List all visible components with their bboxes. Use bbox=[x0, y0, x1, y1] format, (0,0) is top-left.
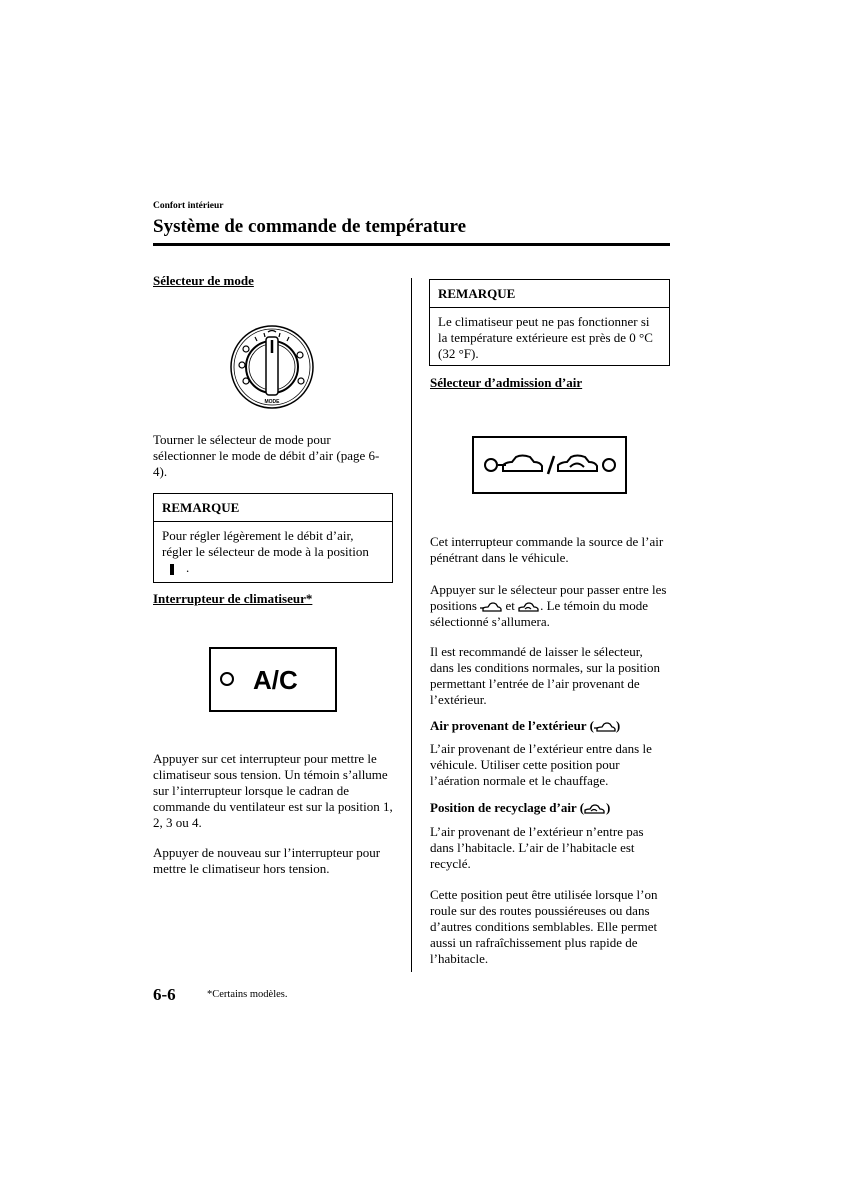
air-intake-switch[interactable] bbox=[472, 436, 627, 494]
ac-button[interactable] bbox=[209, 647, 337, 712]
recirculation-heading-close: ) bbox=[606, 800, 611, 815]
intake-toggle-description bbox=[430, 582, 668, 630]
title-rule bbox=[153, 243, 670, 246]
column-divider bbox=[411, 278, 412, 972]
footnote: *Certains modèles. bbox=[207, 989, 288, 1000]
page-title: Système de commande de température bbox=[153, 216, 467, 237]
section-label: Confort intérieur bbox=[153, 201, 224, 211]
mode-dial-icon bbox=[228, 323, 316, 411]
note-text-before: Pour régler légèrement le débit d’air, régler le sélecteur de mode à la position bbox=[162, 528, 369, 559]
intake-recommendation: Il est recommandé de laisser le sélecteur, dans les conditions normales, sur la position permettant l’entrée de l’air provenant de l’extérieur. bbox=[430, 644, 661, 707]
recirculation-icon bbox=[518, 601, 540, 613]
recirculation-description: L’air provenant de l’extérieur n’entre pas dans l’habitacle. L’air de l’habitacle est recyclé. bbox=[430, 824, 644, 871]
recirculation-icon bbox=[558, 456, 597, 472]
intake-toggle-text-c: . Le témoin du mode sélectionné s’allumera. bbox=[430, 598, 649, 629]
note-body bbox=[154, 522, 392, 582]
page-number: 6-6 bbox=[153, 985, 176, 1004]
vent-position-bar-icon bbox=[170, 564, 174, 575]
outside-air-heading-text: Air provenant de l’extérieur ( bbox=[430, 718, 594, 733]
note-body: Le climatiseur peut ne pas fonctionner si la température extérieure est près de 0 °C (32 °F). bbox=[438, 314, 653, 361]
fresh-air-icon bbox=[498, 456, 542, 472]
note-box-mode bbox=[153, 493, 393, 583]
fresh-air-icon bbox=[594, 721, 616, 733]
outside-air-heading bbox=[430, 718, 620, 734]
recirculation-heading-text: Position de recyclage d’air ( bbox=[430, 800, 585, 815]
recirculation-usage: Cette position peut être utilisée lorsque l’on roule sur des routes poussiéreuses ou dans d’autres conditions semblables. Elle permet aussi un rafraîchissement plus rapide de l’habitacle. bbox=[430, 887, 658, 966]
ac-off-description: Appuyer de nouveau sur l’interrupteur pour mettre le climatiseur hors tension. bbox=[153, 845, 381, 876]
ac-switch-heading: Interrupteur de climatiseur* bbox=[153, 591, 313, 606]
note-box-ac bbox=[429, 279, 670, 366]
intake-toggle-text-b: et bbox=[505, 598, 515, 613]
fresh-indicator-icon bbox=[485, 459, 497, 471]
note-heading: REMARQUE bbox=[154, 494, 392, 522]
recirculation-icon bbox=[584, 803, 606, 815]
ac-indicator-icon bbox=[220, 672, 234, 686]
recirc-indicator-icon bbox=[603, 459, 615, 471]
recirculation-heading bbox=[430, 800, 610, 816]
note-text-after: . bbox=[186, 560, 190, 575]
note-heading: REMARQUE bbox=[430, 280, 669, 308]
ac-button-label: A/C bbox=[253, 665, 298, 695]
ac-description: Appuyer sur cet interrupteur pour mettre le climatiseur sous tension. Un témoin s’allume sur l’interrupteur lorsque le cadran de commande du ventilateur est sur la position 1, 2, 3 ou 4. bbox=[153, 751, 393, 830]
air-intake-heading: Sélecteur d’admission d’air bbox=[430, 375, 583, 390]
intake-toggle-text-a: Appuyer sur le sélecteur pour passer entre les positions bbox=[430, 582, 667, 613]
mode-description: Tourner le sélecteur de mode pour sélectionner le mode de débit d’air (page 6-4). bbox=[153, 432, 380, 479]
outside-air-heading-close: ) bbox=[615, 718, 621, 733]
mode-dial-label: MODE bbox=[264, 399, 280, 405]
mode-selector-heading: Sélecteur de mode bbox=[153, 273, 254, 288]
outside-air-description: L’air provenant de l’extérieur entre dans le véhicule. Utiliser cette position pour l’aération normale et le chauffage. bbox=[430, 741, 652, 788]
fresh-air-icon bbox=[480, 601, 502, 613]
intake-description: Cet interrupteur commande la source de l’air pénétrant dans le véhicule. bbox=[430, 534, 664, 565]
